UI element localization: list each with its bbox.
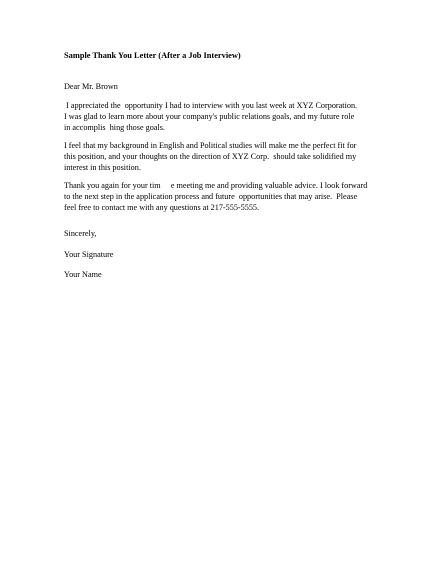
salutation: Dear Mr. Brown [64, 82, 118, 91]
letter-title: Sample Thank You Letter (After a Job Interview) [64, 51, 241, 60]
paragraph-2-line-2: this position, and your thoughts on the direction of XYZ Corp. should take solidified my [64, 152, 357, 161]
paragraph-1-line-2: I was glad to learn more about your company's public relations goals, and my future role [64, 112, 355, 121]
sender-name: Your Name [64, 270, 102, 279]
closing: Sincerely, [64, 229, 97, 238]
paragraph-1-line-3: in accomplis hing those goals. [64, 123, 165, 132]
paragraph-3-line-3: feel free to contact me with any questions at 217-555-5555. [64, 203, 260, 212]
signature: Your Signature [64, 250, 114, 259]
paragraph-2-line-1: I feel that my background in English and Political studies will make me the perfect fit for [64, 141, 357, 150]
paragraph-1-line-1: I appreciated the opportunity I had to interview with you last week at XYZ Corporation. [64, 101, 358, 110]
paragraph-2-line-3: interest in this position. [64, 163, 141, 172]
paragraph-3-line-1: Thank you again for your tim e meeting me and providing valuable advice. I look forward [64, 181, 368, 190]
paragraph-3-line-2: to the next step in the application process and future opportunities that may arise. Please [64, 192, 358, 201]
